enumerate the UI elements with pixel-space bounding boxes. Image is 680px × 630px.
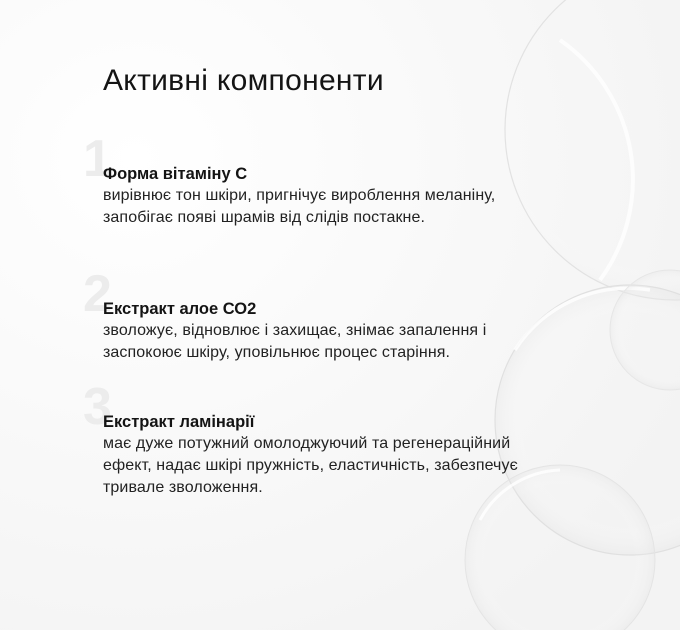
item-number: 1 [83, 130, 112, 188]
page-title: Активні компоненти [103, 64, 384, 97]
item-description: має дуже потужний омолоджуючий та регенераційний ефект, надає шкірі пружність, еластичність, забезпечує тривале зволоження. [103, 435, 518, 496]
item-description: зволожує, відновлює і захищає, знімає запалення і заспокоює шкіру, уповільнює процес старіння. [103, 322, 487, 361]
item-title: Екстракт алое СО2 [103, 300, 257, 318]
item-title: Екстракт ламінарії [103, 413, 255, 431]
component-item-vitamin-c [83, 130, 533, 229]
item-title: Форма вітаміну С [103, 165, 248, 183]
component-item-laminaria [83, 378, 533, 499]
item-description: вирівнює тон шкіри, пригнічує вироблення меланіну, запобігає появі шрамів від слідів постакне. [103, 187, 496, 226]
component-item-aloe [83, 265, 533, 364]
item-number: 3 [83, 378, 112, 436]
item-number: 2 [83, 265, 112, 323]
